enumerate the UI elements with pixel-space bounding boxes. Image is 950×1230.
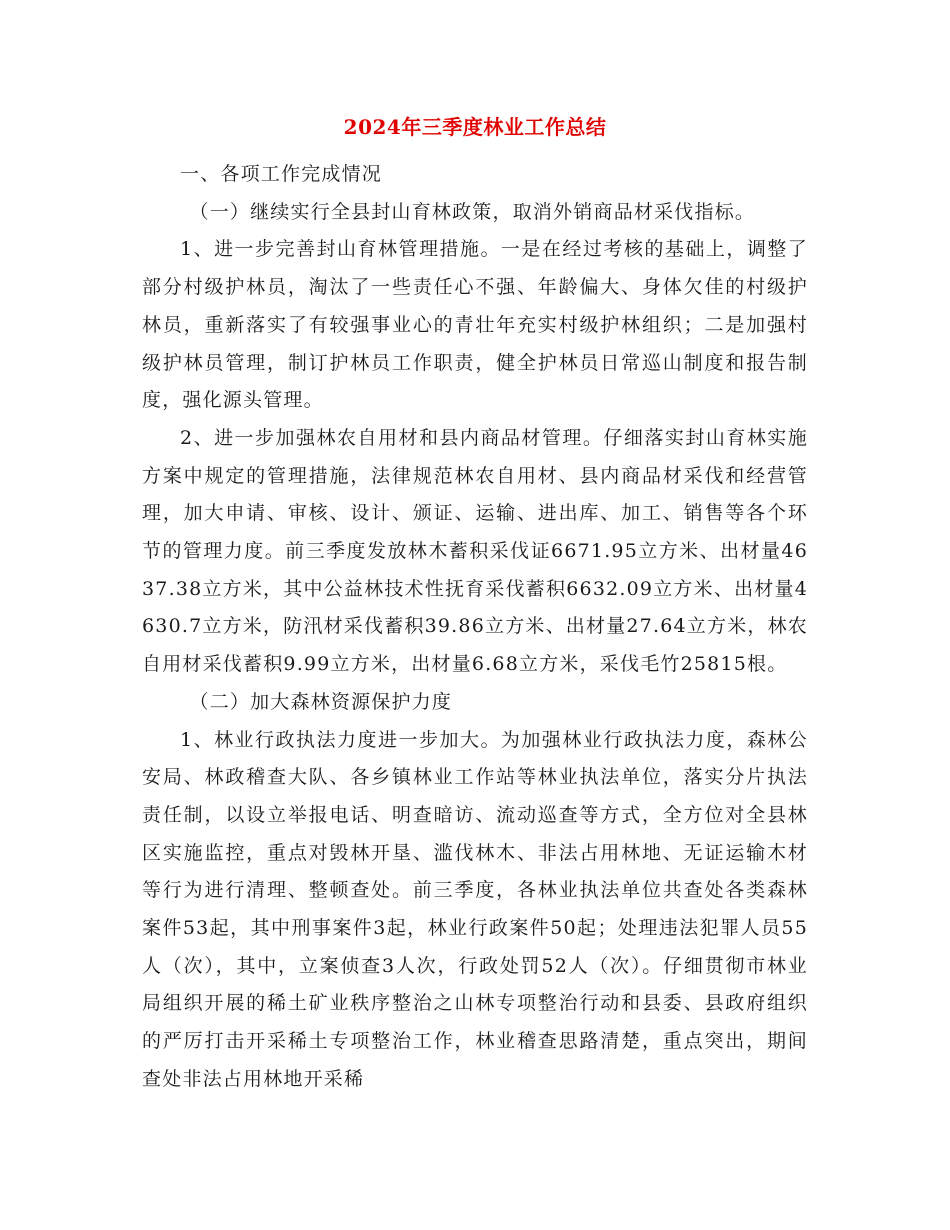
paragraph: 1、进一步完善封山育林管理措施。一是在经过考核的基础上，调整了部分村级护林员，淘汰了一些责任心不强、年龄偏大、身体欠佳的村级护林员，重新落实了有较强事业心的青壮年充实村级护林组织；二是加强村级护林员管理，制订护林员工作职责，健全护林员日常巡山制度和报告制度，强化源头管理。 bbox=[142, 238, 808, 412]
subsection-heading: （一）继续实行全县封山育林政策，取消外销商品材采伐指标。 bbox=[189, 200, 756, 223]
section-heading: 一、各项工作完成情况 bbox=[180, 163, 383, 185]
document-title: 2024年三季度林业工作总结 bbox=[343, 115, 607, 139]
paragraph: 2、进一步加强林农自用材和县内商品材管理。仔细落实封山育林实施方案中规定的管理措施，法律规范林农自用材、县内商品材采伐和经营管理，加大申请、审核、设计、颁证、运输、进出库、加工、销售等各个环节的管理力度。前三季度发放林木蓄积采伐证6671.95立方米、出材量4637.38立方米，其中公益林技术性抚育采伐蓄积6632.09立方米、出材量4630.7立方米，防汛材采伐蓄积39.86立方米、出材量27.64立方米，林农自用材采伐蓄积9.99立方米，出材量6.68立方米，采伐毛竹25815根。 bbox=[142, 426, 808, 676]
paragraph: 1、林业行政执法力度进一步加大。为加强林业行政执法力度，森林公安局、林政稽查大队、各乡镇林业工作站等林业执法单位，落实分片执法责任制，以设立举报电话、明查暗访、流动巡查等方式，全方位对全县林区实施监控，重点对毁林开垦、滥伐林木、非法占用林地、无证运输木材等行为进行清理、整顿查处。前三季度，各林业执法单位共查处各类森林案件53起，其中刑事案件3起，林业行政案件50起；处理违法犯罪人员55人（次），其中，立案侦查3人次，行政处罚52人（次）。仔细贯彻市林业局组织开展的稀土矿业秩序整治之山林专项整治行动和县委、县政府组织的严厉打击开采稀土专项整治工作，林业稽查思路清楚，重点突出，期间查处非法占用林地开采稀 bbox=[142, 728, 808, 1090]
subsection-heading: （二）加大森林资源保护力度 bbox=[189, 690, 453, 713]
document-body bbox=[142, 156, 808, 1099]
